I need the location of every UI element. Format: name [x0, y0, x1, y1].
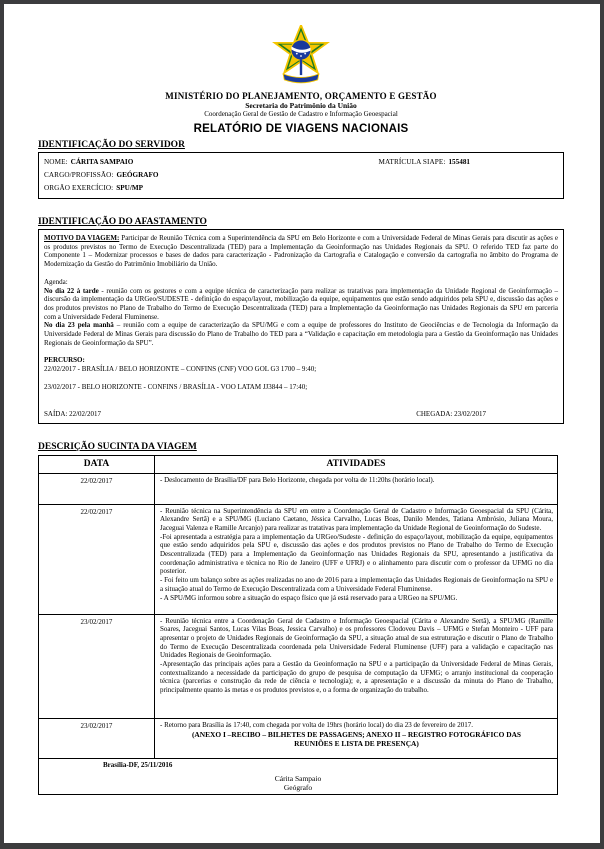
matricula-value: 155481: [448, 158, 470, 166]
agenda-label: Agenda:: [44, 277, 68, 286]
activity-paragraph: - Retorno para Brasília às 17:40, com chegada por volta de 19hrs (horário local) do dia 23 de fevereiro de 2017.: [160, 720, 473, 729]
agenda-item-2: [44, 321, 558, 347]
column-header-data: DATA: [39, 456, 155, 473]
activity-paragraph: - Reunião técnica entre a Coordenação Geral de Cadastro e Informação Geoespacial (Cárita e Alexandre Sertã), a SPU/MG (Ramille Soares, Jaceguai Santos, Lucas Vilas Boas, Jessica Carvalho) e os professores Clodoveu Davis – UFMG e Stefan Monteiro - UFF para apresentar o projeto de Unidades Regionais de Geoinformação da SPU, a situação atual de sua estruturação e discutir o Plano de Trabalho do Termo de Execução Descentralizada coordenada pela Universidade Federal Fluminense (UFF) para a validação e capacitação nas Unidades Regionais de Geoinformação.: [160, 616, 553, 660]
row-date: 22/02/2017: [39, 505, 155, 614]
document-content: [4, 4, 600, 795]
document-title: RELATÓRIO DE VIAGENS NACIONAIS: [193, 123, 409, 135]
motivo-paragraph: [44, 234, 558, 269]
table-row: [39, 718, 557, 758]
header-emblem-wrap: [38, 21, 564, 87]
orgao-label: ORGÃO EXERCÍCIO:: [44, 184, 114, 192]
column-header-atividades: ATIVIDADES: [326, 458, 386, 469]
section-heading-servidor: IDENTIFICAÇÃO DO SERVIDOR: [38, 140, 185, 150]
document-page: [4, 4, 600, 843]
section-heading-viagem: DESCRIÇÃO SUCINTA DA VIAGEM: [38, 441, 197, 452]
row-activities: [155, 719, 557, 758]
percurso-item-1: 22/02/2017 - BRASÍLIA / BELO HORIZONTE – CONFINS (CNF) VOO GOL G3 1700 – 9:40;: [44, 365, 317, 374]
section-heading-afastamento: IDENTIFICAÇÃO DO AFASTAMENTO: [38, 217, 207, 227]
table-row: [39, 614, 557, 718]
row-date: 23/02/2017: [39, 615, 155, 718]
row-date: 23/02/2017: [39, 719, 155, 758]
brazil-coat-of-arms-icon: [271, 25, 331, 87]
activity-paragraph: -Apresentação das principais ações para a Gestão da Geoinformação na SPU e a participação da Universidade Federal de Minas Gerais, contextualizando a necessidade da participação do grupo de pesquisa de computação da UFMG; o arranjo institucional da cooperação técnica (parcerias e construção da rede de ciência e tecnologia); e, a apresentação e a discussão da minuta do Plano de Trabalho, principalmente quanto às metas e os produtos previstos e, o a forma de organização do trabalho.: [160, 660, 553, 695]
table-row: [39, 473, 557, 504]
motivo-text: Participar de Reunião Técnica com a Superintendência da SPU em Belo Horizonte e com a Universidade Federal de Minas Gerais para discutir as ações e os produtos previstos no Termo de Execução Descentralizada (TED) para a Implementação da Geoinformação nas Unidades Regionais da SPU. O referido TED faz parte do Componente 1 – Modernizar processos e bases de dados para caracterização - Padronização da Cartografia e Catalogação e conversão da cartografia no âmbito do Programa de Modernização da Gestão do Patrimônio Imobiliário da União.: [44, 234, 558, 269]
agenda-item-1-text: - reunião com os gestores e com a equipe técnica de caracterização para realizar as tratativas para implementação da Unidade Regional de Geoinformação – discursão da implementação da URGeo/SUDESTE - definição do espaço/layout, mobilização da equipe, equipamentos que estão sendo adquiridos pela SPU e, discussão das ações e dos produtos previstos no Plano de Trabalho do Termo de Execução Descentralizada (TED) para a Implementação da Geoinformação nas Unidades Regionais da SPU em parceria com a Universidade Federal Fluminense.: [44, 286, 558, 321]
signature-role: Geógrafo: [283, 782, 313, 792]
cargo-value: GEÓGRAFO: [116, 171, 159, 179]
agenda-item-2-text: – reunião com a equipe de caracterização da SPU/MG e com a equipe de professores do Instituto de Geociências e de Tecnologia da Informação da Universidade Federal de Minas Gerais para discussão do Plano de Trabalho do TED para a “Validação e capacitação em metodologia para a Gestão da Geoinformação nas Unidades Regionais de Geoinformação da SPU”.: [44, 321, 558, 347]
orgao-value: SPU/MP: [116, 184, 144, 192]
ministry-name: MINISTÉRIO DO PLANEJAMENTO, ORÇAMENTO E GESTÃO: [165, 91, 437, 101]
nome-label: NOME:: [44, 158, 68, 166]
activity-paragraph: -Foi apresentada a estratégia para a implementação da URGeo/Sudeste - definição do espaço/layout, mobilização da equipe, equipamentos que estão sendo adquiridos pela SPU e, discussão das ações e dos produtos previstos no Plano de Trabalho do Termo de Execução Descentralizada (TED) para a Implementação da Geoinformação nas Unidades Regionais da SPU, apresentando a justificativa da coordenação administrativa e técnica no Rio de Janeiro (UFF e UFRJ) e o alinhamento para discutir com o professor da UFMG no dia posterior.: [160, 532, 553, 576]
row-activities: [155, 615, 557, 718]
trip-table: [38, 455, 558, 795]
servidor-box: [38, 152, 564, 199]
motivo-label: MOTIVO DA VIAGEM:: [44, 234, 120, 242]
agenda-item-2-lead: No dia 23 pela manhã: [44, 321, 114, 330]
header-org-lines: [38, 91, 564, 118]
saida-value: SAÍDA: 22/02/2017: [44, 409, 101, 418]
table-footer: [39, 758, 557, 794]
cargo-label: CARGO/PROFISSÃO:: [44, 171, 114, 179]
table-header-row: [39, 456, 557, 473]
percurso-label: PERCURSO:: [44, 356, 85, 365]
table-row: [39, 504, 557, 614]
field-row-cargo: [44, 169, 558, 182]
matricula-label: MATRÍCULA SIAPE:: [378, 158, 446, 166]
agenda-item-1-lead: No dia 22 à tarde: [44, 286, 99, 295]
saida-chegada-row: [44, 410, 558, 418]
place-date: Brasília-DF, 25/11/2016: [103, 760, 173, 769]
secretariat-name: Secretaria do Patrimônio da União: [245, 101, 357, 110]
afastamento-box: [38, 229, 564, 424]
annex-note: (ANEXO I –RECIBO – BILHETES DE PASSAGENS; ANEXO II – REGISTRO FOTOGRÁFICO DAS REUNIÕES E LISTA DE PRESENÇA): [191, 730, 522, 749]
row-activities: [155, 505, 557, 614]
activity-paragraph: - Foi feito um balanço sobre as ações realizadas no ano de 2016 para a implementação das Unidades Regionais de Geoinformação na SPU e a situação atual do Termo de Execução Descentralizada com a Universidade Federal Fluminense.: [160, 576, 553, 593]
field-row-nome: [44, 156, 558, 169]
nome-value: CÁRITA SAMPAIO: [70, 158, 134, 166]
field-row-orgao: [44, 182, 558, 195]
row-date: 22/02/2017: [39, 474, 155, 504]
activity-paragraph: - A SPU/MG informou sobre a situação do espaço físico que já está reservado para a URGeo na SPU/MG.: [160, 593, 458, 602]
signature-name: Cárita Sampaio: [274, 773, 322, 783]
field-matricula: [379, 156, 470, 169]
row-activities: [155, 474, 557, 504]
percurso-item-2: 23/02/2017 - BELO HORIZONTE - CONFINS / BRASÍLIA - VOO LATAM JJ3844 – 17:40;: [44, 382, 308, 391]
coordination-name: Coordenação Geral de Gestão de Cadastro e Informação Geoespacial: [204, 110, 398, 118]
activity-paragraph: - Deslocamento de Brasília/DF para Belo Horizonte, chegada por volta de 11:20hs (horário local).: [160, 475, 435, 484]
chegada-value: CHEGADA: 23/02/2017: [416, 409, 486, 418]
agenda-item-1: [44, 287, 558, 322]
activity-paragraph: - Reunião técnica na Superintendência da SPU em entre a Coordenação Geral de Cadastro e Informação Geoespacial da SPU (Cárita, Alexandre Sertã) e a SPU/MG (Luciano Caetano, Jéssica Carvalho, Lucas Boas, Danilo Mendes, Tatiana Ambrósio, Juliana Moura, Jaceguai Valenza e Ramille Arcanjo) para realizar as tratativas para implementação da Unidade Regional de Geoinformação do Sudeste.: [160, 506, 553, 532]
